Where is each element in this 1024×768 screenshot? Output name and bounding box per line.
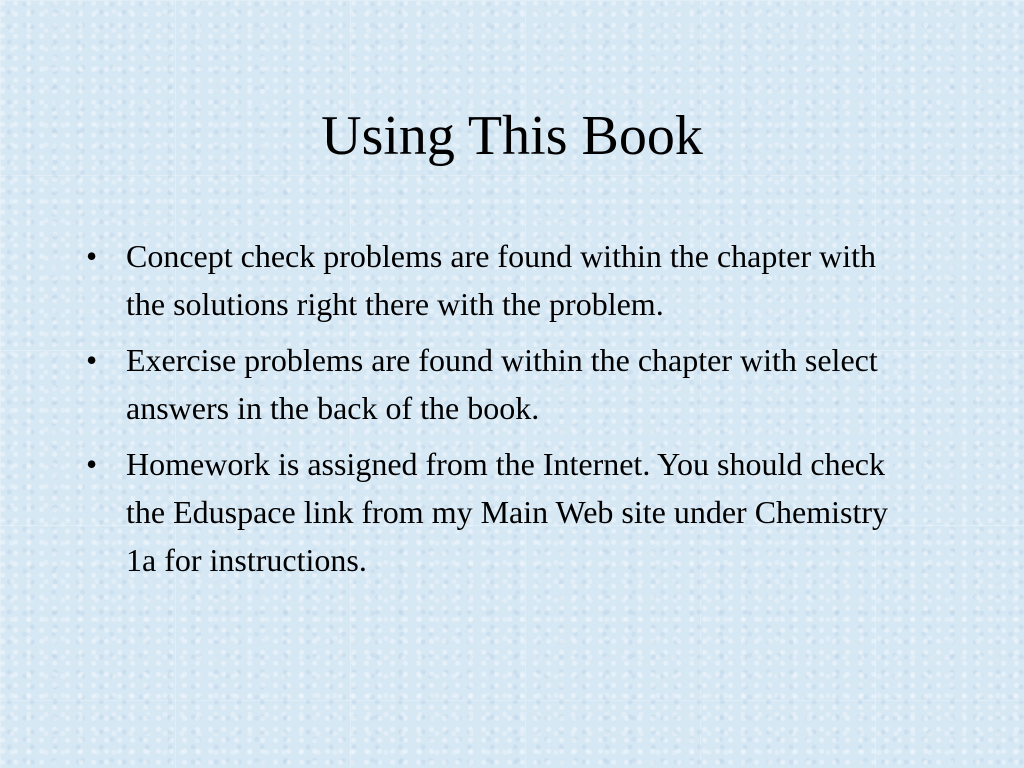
bullet-dot-icon: • (86, 446, 98, 482)
bullet-list (86, 232, 906, 592)
bullet-text: Exercise problems are found within the chapter with select answers in the back of the book. (126, 342, 878, 426)
bullet-dot-icon: • (86, 342, 98, 378)
bullet-text: Concept check problems are found within the chapter with the solutions right there with the problem. (126, 238, 876, 322)
bullet-text: Homework is assigned from the Internet. You should check the Eduspace link from my Main Web site under Chemistry 1a for instructions. (126, 446, 889, 578)
slide-title: Using This Book (321, 105, 703, 167)
bullet-dot-icon: • (86, 238, 98, 274)
bullet-item-homework (86, 440, 906, 584)
bullet-item-exercise-problems (86, 336, 906, 432)
bullet-item-concept-check (86, 232, 906, 328)
